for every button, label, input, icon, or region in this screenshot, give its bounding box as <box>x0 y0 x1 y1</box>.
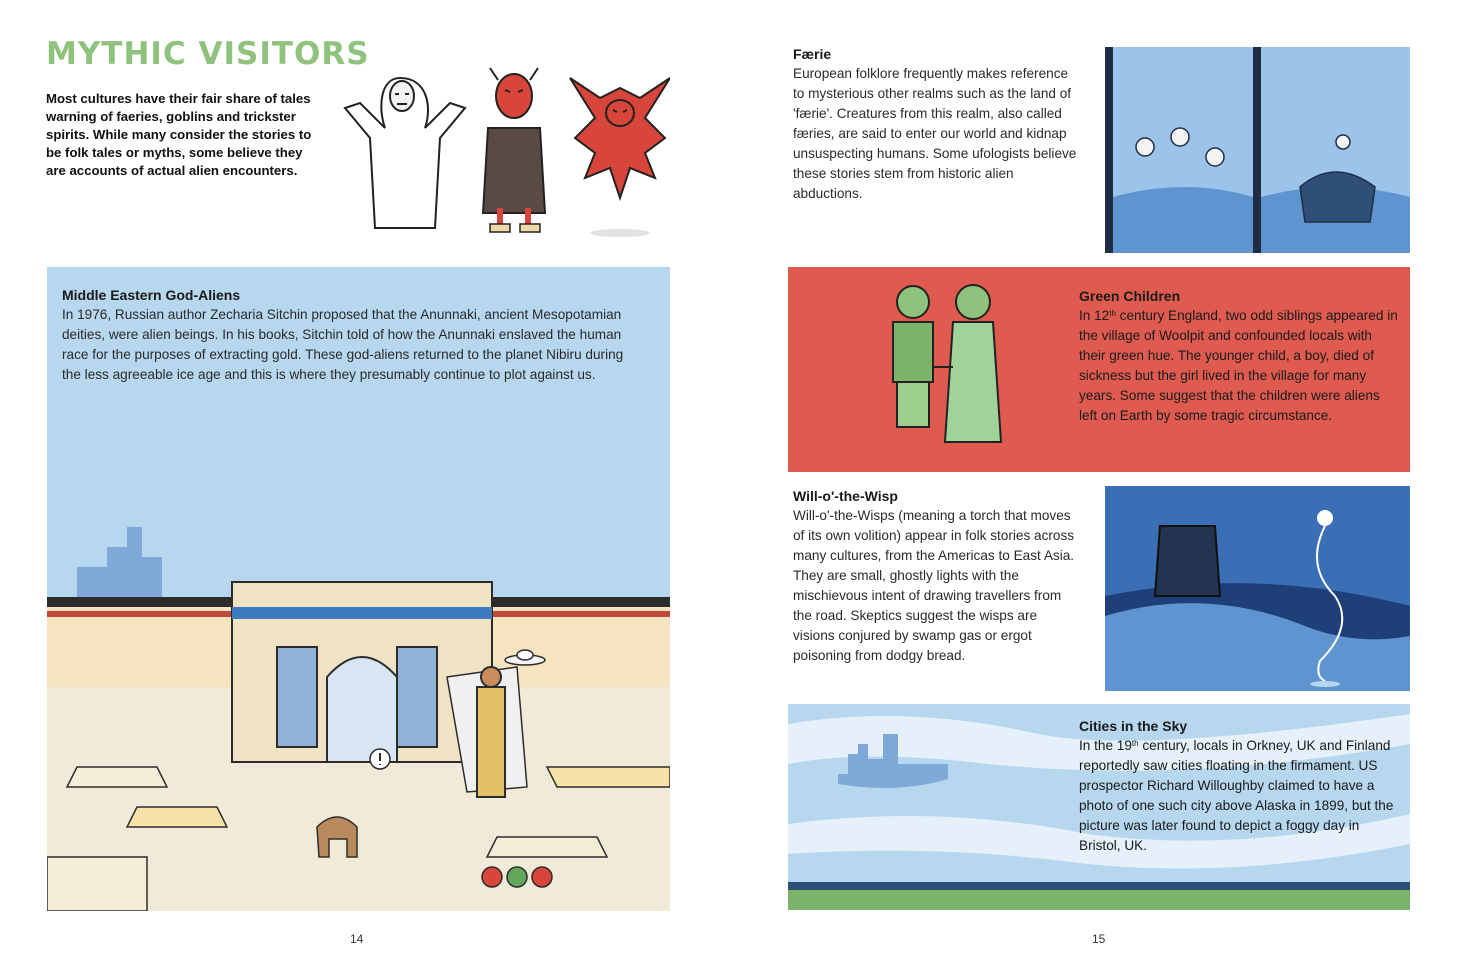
god-aliens-heading: Middle Eastern God-Aliens <box>62 287 241 303</box>
intro-paragraph: Most cultures have their fair share of tales warning of faeries, goblins and trickster spirits. While many consider the stories to be folk tales or myths, some believe they are accounts of actual alien encounters. <box>46 91 312 178</box>
bat-demon-figure <box>570 78 670 237</box>
cities-heading: Cities in the Sky <box>1079 718 1188 734</box>
green-children-illustration <box>873 277 1033 467</box>
god-aliens-panel <box>47 267 670 911</box>
faerie-body: European folklore frequently makes reference to mysterious other realms such as the land of 'færie'. Creatures from this realm, also called færies, are said to enter our world and kidnap unsuspecting humans. Some ufologists believe these stories stem from historic alien abductions. <box>793 66 1077 201</box>
god-aliens-body: In 1976, Russian author Zecharia Sitchin proposed that the Anunnaki, ancient Mesopotamian deities, were alien beings. In his books, Sitchin told of how the Anunnaki enslaved the human race for the purposes of extracting gold. These god-aliens returned to the planet Nibiru during the less agreeable ice age and this is where they presumably continue to plot against us. <box>62 307 624 382</box>
green-children-body: In 12th century England, two odd siblings appeared in the village of Woolpit and confounded locals with their green hue. The younger child, a boy, died of sickness but the girl lived in the village for many years. Some suggest that the children were aliens left on Earth by some tragic circumstance. <box>1079 308 1398 423</box>
faerie-illustration <box>1105 47 1410 253</box>
babylon-gate-illustration <box>47 527 670 911</box>
faerie-heading: Færie <box>793 46 832 62</box>
ghost-figure <box>345 78 465 228</box>
cities-body: In the 19th century, locals in Orkney, UK and Finland reportedly saw cities floating in the firmament. US prospector Richard Willoughby claimed to have a photo of one such city above Alaska in 1899, but the picture was later found to depict a foggy day in Bristol, UK. <box>1079 738 1394 853</box>
green-children-heading: Green Children <box>1079 288 1181 304</box>
wisp-body: Will-o'-the-Wisps (meaning a torch that moves of its own volition) appear in folk stories across many cultures, from the Americas to East Asia. They are small, ghostly lights with the mischievous intent of drawing travellers from the road. Skeptics suggest the wisps are visions conjured by swamp gas or ergot poisoning from dodgy bread. <box>793 508 1075 663</box>
goblin-figure <box>483 68 545 232</box>
page-title: MYTHIC VISITORS <box>46 36 370 72</box>
wisp-illustration <box>1105 486 1410 691</box>
wisp-heading: Will-o'-the-Wisp <box>793 488 898 504</box>
cities-panel <box>788 704 1410 910</box>
green-children-panel <box>788 267 1410 472</box>
page-number-right: 15 <box>1092 932 1106 946</box>
page-number-left: 14 <box>350 932 364 946</box>
creature-illustrations <box>340 58 670 240</box>
